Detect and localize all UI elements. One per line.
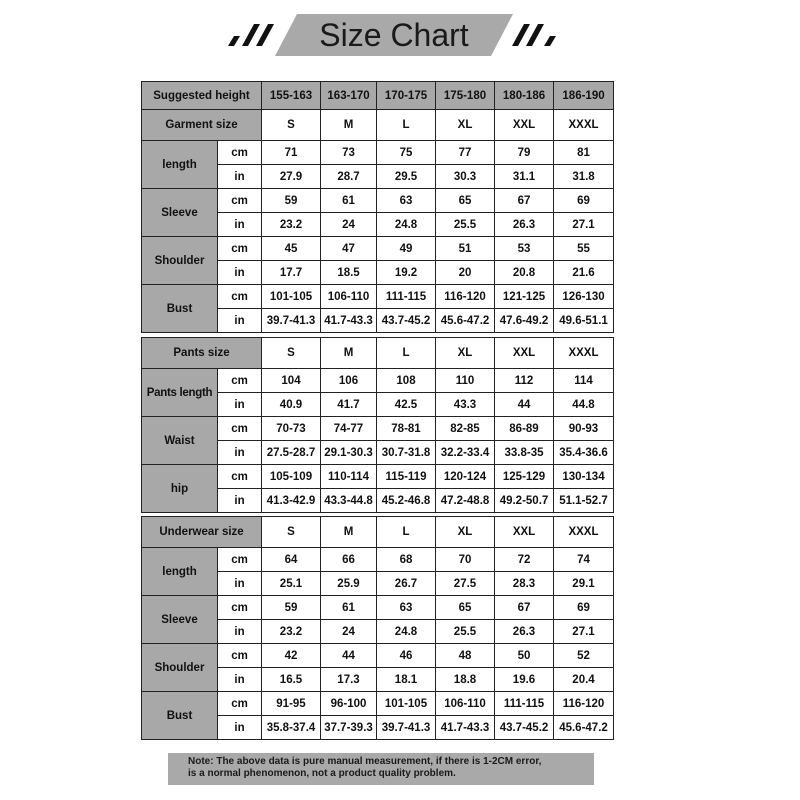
value-cell: 24.8 <box>377 620 436 644</box>
size-cell: XXL <box>495 338 554 369</box>
value-cell: 75 <box>377 141 436 165</box>
value-cell: 27.5-28.7 <box>262 441 321 465</box>
underwear-size-table <box>141 516 614 740</box>
measure-label: Sleeve <box>142 189 218 237</box>
value-cell: 121-125 <box>495 285 554 309</box>
height-cell: 175-180 <box>436 82 495 110</box>
value-cell: 114 <box>554 369 614 393</box>
left-stripes-decoration <box>220 14 280 56</box>
value-cell: 45 <box>262 237 321 261</box>
value-cell: 26.3 <box>495 213 554 237</box>
unit-cm: cm <box>218 285 262 309</box>
table-row <box>142 237 614 261</box>
value-cell: 17.7 <box>262 261 321 285</box>
table-row <box>142 417 614 441</box>
value-cell: 126-130 <box>554 285 614 309</box>
table-row <box>142 369 614 393</box>
value-cell: 49 <box>377 237 436 261</box>
value-cell: 29.1 <box>554 572 614 596</box>
value-cell: 52 <box>554 644 614 668</box>
table-row <box>142 596 614 620</box>
table-row <box>142 465 614 489</box>
value-cell: 43.7-45.2 <box>377 309 436 333</box>
value-cell: 26.7 <box>377 572 436 596</box>
value-cell: 63 <box>377 596 436 620</box>
unit-cm: cm <box>218 417 262 441</box>
value-cell: 111-115 <box>377 285 436 309</box>
size-cell: L <box>377 338 436 369</box>
value-cell: 43.7-45.2 <box>495 716 554 740</box>
size-cell: XL <box>436 338 495 369</box>
value-cell: 61 <box>321 189 377 213</box>
value-cell: 72 <box>495 548 554 572</box>
value-cell: 20.8 <box>495 261 554 285</box>
value-cell: 20.4 <box>554 668 614 692</box>
size-cell: M <box>321 110 377 141</box>
measure-label: Shoulder <box>142 237 218 285</box>
value-cell: 37.7-39.3 <box>321 716 377 740</box>
value-cell: 77 <box>436 141 495 165</box>
measure-label: Sleeve <box>142 596 218 644</box>
value-cell: 31.1 <box>495 165 554 189</box>
value-cell: 67 <box>495 189 554 213</box>
value-cell: 25.5 <box>436 213 495 237</box>
unit-in: in <box>218 668 262 692</box>
measure-label: Shoulder <box>142 644 218 692</box>
unit-cm: cm <box>218 644 262 668</box>
value-cell: 24 <box>321 620 377 644</box>
value-cell: 47.2-48.8 <box>436 489 495 513</box>
size-cell: S <box>262 517 321 548</box>
value-cell: 55 <box>554 237 614 261</box>
underwear-size-label: Underwear size <box>142 517 262 548</box>
value-cell: 27.9 <box>262 165 321 189</box>
value-cell: 47 <box>321 237 377 261</box>
size-cell: S <box>262 338 321 369</box>
value-cell: 91-95 <box>262 692 321 716</box>
value-cell: 70-73 <box>262 417 321 441</box>
value-cell: 63 <box>377 189 436 213</box>
pants-size-label: Pants size <box>142 338 262 369</box>
value-cell: 65 <box>436 189 495 213</box>
value-cell: 79 <box>495 141 554 165</box>
measure-label: length <box>142 548 218 596</box>
value-cell: 64 <box>262 548 321 572</box>
value-cell: 51 <box>436 237 495 261</box>
value-cell: 59 <box>262 189 321 213</box>
value-cell: 41.7 <box>321 393 377 417</box>
value-cell: 35.4-36.6 <box>554 441 614 465</box>
right-stripes-decoration <box>504 14 564 56</box>
value-cell: 19.6 <box>495 668 554 692</box>
value-cell: 69 <box>554 596 614 620</box>
value-cell: 73 <box>321 141 377 165</box>
value-cell: 61 <box>321 596 377 620</box>
unit-in: in <box>218 441 262 465</box>
measure-label: Pants length <box>142 369 218 417</box>
value-cell: 116-120 <box>554 692 614 716</box>
garment-size-table <box>141 81 614 333</box>
size-cell: L <box>377 517 436 548</box>
unit-in: in <box>218 489 262 513</box>
value-cell: 49.2-50.7 <box>495 489 554 513</box>
value-cell: 116-120 <box>436 285 495 309</box>
value-cell: 28.3 <box>495 572 554 596</box>
value-cell: 44.8 <box>554 393 614 417</box>
height-cell: 163-170 <box>321 82 377 110</box>
value-cell: 27.5 <box>436 572 495 596</box>
value-cell: 42 <box>262 644 321 668</box>
underwear-size-row <box>142 517 614 548</box>
value-cell: 112 <box>495 369 554 393</box>
unit-cm: cm <box>218 548 262 572</box>
measure-label: Bust <box>142 285 218 333</box>
unit-cm: cm <box>218 596 262 620</box>
value-cell: 106-110 <box>321 285 377 309</box>
value-cell: 46 <box>377 644 436 668</box>
garment-size-row <box>142 110 614 141</box>
suggested-height-label: Suggested height <box>142 82 262 110</box>
size-cell: XL <box>436 517 495 548</box>
value-cell: 27.1 <box>554 620 614 644</box>
value-cell: 125-129 <box>495 465 554 489</box>
value-cell: 48 <box>436 644 495 668</box>
value-cell: 30.7-31.8 <box>377 441 436 465</box>
value-cell: 44 <box>495 393 554 417</box>
unit-in: in <box>218 572 262 596</box>
value-cell: 71 <box>262 141 321 165</box>
page-title: Size Chart <box>319 16 469 53</box>
size-cell: XXXL <box>554 517 614 548</box>
value-cell: 110-114 <box>321 465 377 489</box>
pants-size-table <box>141 337 614 513</box>
value-cell: 86-89 <box>495 417 554 441</box>
measure-label: Bust <box>142 692 218 740</box>
size-cell: S <box>262 110 321 141</box>
value-cell: 67 <box>495 596 554 620</box>
garment-size-label: Garment size <box>142 110 262 141</box>
value-cell: 130-134 <box>554 465 614 489</box>
value-cell: 115-119 <box>377 465 436 489</box>
measure-label: hip <box>142 465 218 513</box>
value-cell: 39.7-41.3 <box>377 716 436 740</box>
value-cell: 66 <box>321 548 377 572</box>
value-cell: 50 <box>495 644 554 668</box>
table-row <box>142 285 614 309</box>
value-cell: 74 <box>554 548 614 572</box>
value-cell: 105-109 <box>262 465 321 489</box>
value-cell: 32.2-33.4 <box>436 441 495 465</box>
value-cell: 24 <box>321 213 377 237</box>
unit-cm: cm <box>218 369 262 393</box>
size-cell: M <box>321 338 377 369</box>
measure-label: length <box>142 141 218 189</box>
unit-cm: cm <box>218 141 262 165</box>
unit-cm: cm <box>218 237 262 261</box>
size-cell: L <box>377 110 436 141</box>
value-cell: 31.8 <box>554 165 614 189</box>
value-cell: 106 <box>321 369 377 393</box>
value-cell: 18.1 <box>377 668 436 692</box>
value-cell: 106-110 <box>436 692 495 716</box>
size-cell: XXXL <box>554 110 614 141</box>
value-cell: 96-100 <box>321 692 377 716</box>
value-cell: 21.6 <box>554 261 614 285</box>
table-row <box>142 644 614 668</box>
value-cell: 65 <box>436 596 495 620</box>
value-cell: 45.6-47.2 <box>436 309 495 333</box>
size-cell: XXL <box>495 110 554 141</box>
unit-cm: cm <box>218 465 262 489</box>
value-cell: 41.3-42.9 <box>262 489 321 513</box>
value-cell: 78-81 <box>377 417 436 441</box>
value-cell: 90-93 <box>554 417 614 441</box>
value-cell: 44 <box>321 644 377 668</box>
height-cell: 180-186 <box>495 82 554 110</box>
height-cell: 186-190 <box>554 82 614 110</box>
value-cell: 29.5 <box>377 165 436 189</box>
value-cell: 17.3 <box>321 668 377 692</box>
unit-in: in <box>218 213 262 237</box>
value-cell: 28.7 <box>321 165 377 189</box>
value-cell: 104 <box>262 369 321 393</box>
value-cell: 74-77 <box>321 417 377 441</box>
height-cell: 155-163 <box>262 82 321 110</box>
measure-label: Waist <box>142 417 218 465</box>
unit-in: in <box>218 309 262 333</box>
value-cell: 53 <box>495 237 554 261</box>
table-row <box>142 692 614 716</box>
value-cell: 45.6-47.2 <box>554 716 614 740</box>
value-cell: 35.8-37.4 <box>262 716 321 740</box>
value-cell: 27.1 <box>554 213 614 237</box>
value-cell: 24.8 <box>377 213 436 237</box>
measurement-note <box>168 753 594 785</box>
unit-cm: cm <box>218 189 262 213</box>
value-cell: 82-85 <box>436 417 495 441</box>
table-row <box>142 141 614 165</box>
size-cell: M <box>321 517 377 548</box>
value-cell: 16.5 <box>262 668 321 692</box>
value-cell: 69 <box>554 189 614 213</box>
value-cell: 49.6-51.1 <box>554 309 614 333</box>
value-cell: 23.2 <box>262 620 321 644</box>
value-cell: 47.6-49.2 <box>495 309 554 333</box>
value-cell: 68 <box>377 548 436 572</box>
note-line-2: is a normal phenomenon, not a product quality problem. <box>188 768 456 779</box>
unit-cm: cm <box>218 692 262 716</box>
value-cell: 70 <box>436 548 495 572</box>
unit-in: in <box>218 716 262 740</box>
unit-in: in <box>218 393 262 417</box>
value-cell: 45.2-46.8 <box>377 489 436 513</box>
table-row <box>142 548 614 572</box>
value-cell: 25.5 <box>436 620 495 644</box>
value-cell: 42.5 <box>377 393 436 417</box>
value-cell: 40.9 <box>262 393 321 417</box>
size-cell: XXXL <box>554 338 614 369</box>
note-line-1: Note: The above data is pure manual measurement, if there is 1-2CM error, <box>188 756 542 767</box>
value-cell: 26.3 <box>495 620 554 644</box>
unit-in: in <box>218 165 262 189</box>
value-cell: 18.8 <box>436 668 495 692</box>
value-cell: 81 <box>554 141 614 165</box>
value-cell: 101-105 <box>377 692 436 716</box>
size-cell: XL <box>436 110 495 141</box>
value-cell: 43.3-44.8 <box>321 489 377 513</box>
value-cell: 43.3 <box>436 393 495 417</box>
value-cell: 29.1-30.3 <box>321 441 377 465</box>
height-row <box>142 82 614 110</box>
value-cell: 39.7-41.3 <box>262 309 321 333</box>
value-cell: 59 <box>262 596 321 620</box>
value-cell: 30.3 <box>436 165 495 189</box>
value-cell: 20 <box>436 261 495 285</box>
value-cell: 51.1-52.7 <box>554 489 614 513</box>
value-cell: 25.9 <box>321 572 377 596</box>
unit-in: in <box>218 261 262 285</box>
value-cell: 25.1 <box>262 572 321 596</box>
value-cell: 101-105 <box>262 285 321 309</box>
value-cell: 41.7-43.3 <box>321 309 377 333</box>
table-row <box>142 189 614 213</box>
value-cell: 120-124 <box>436 465 495 489</box>
unit-in: in <box>218 620 262 644</box>
value-cell: 33.8-35 <box>495 441 554 465</box>
value-cell: 41.7-43.3 <box>436 716 495 740</box>
pants-size-row <box>142 338 614 369</box>
value-cell: 110 <box>436 369 495 393</box>
value-cell: 23.2 <box>262 213 321 237</box>
value-cell: 18.5 <box>321 261 377 285</box>
size-cell: XXL <box>495 517 554 548</box>
value-cell: 19.2 <box>377 261 436 285</box>
value-cell: 108 <box>377 369 436 393</box>
height-cell: 170-175 <box>377 82 436 110</box>
value-cell: 111-115 <box>495 692 554 716</box>
